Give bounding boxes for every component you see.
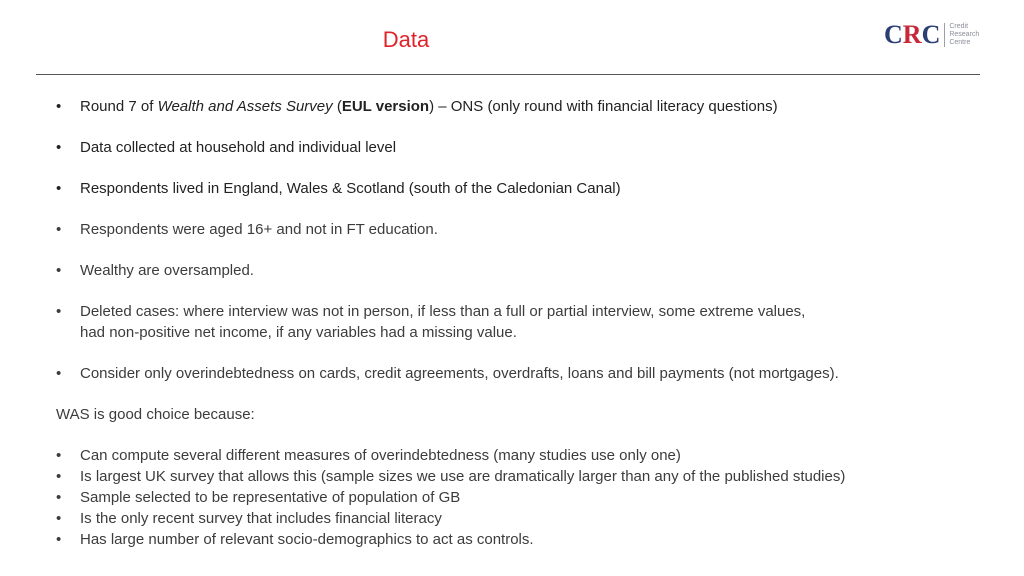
logo-letters: CRC bbox=[884, 20, 941, 49]
bullet-text: Respondents were aged 16+ and not in FT education. bbox=[80, 221, 438, 238]
reason-item bbox=[56, 487, 996, 508]
bullet-marker: • bbox=[56, 468, 62, 485]
logo-caption bbox=[949, 23, 979, 47]
bullet-text-line: had non-positive net income, if any variables had a missing value. bbox=[80, 324, 517, 341]
slide-body bbox=[56, 96, 996, 550]
text-run: ( bbox=[332, 98, 342, 115]
logo-divider bbox=[944, 23, 945, 47]
bullet-text bbox=[80, 301, 996, 343]
logo-caption-line: Research bbox=[949, 31, 980, 38]
reason-text: Is the only recent survey that includes financial literacy bbox=[80, 510, 442, 527]
reason-item bbox=[56, 508, 996, 529]
reason-item bbox=[56, 445, 996, 466]
bullet-item bbox=[56, 301, 996, 343]
was-heading: WAS is good choice because: bbox=[56, 406, 255, 423]
bullet-text: Data collected at household and individual level bbox=[80, 139, 397, 156]
reason-item bbox=[56, 529, 996, 550]
bullet-marker: • bbox=[56, 139, 62, 156]
reason-text: Can compute several different measures of overindebtedness (many studies use only one) bbox=[80, 447, 681, 464]
bullet-text bbox=[80, 96, 996, 117]
bullet-marker: • bbox=[56, 489, 62, 506]
bullet-marker: • bbox=[56, 531, 62, 548]
survey-name: Wealth and Assets Survey bbox=[157, 98, 333, 115]
logo-caption-line: Centre bbox=[949, 39, 971, 46]
reason-text: Is largest UK survey that allows this (sample sizes we use are dramatically larger than any of the published studies) bbox=[80, 468, 846, 485]
header-divider bbox=[36, 74, 980, 75]
bullet-item bbox=[56, 96, 996, 117]
bullet-marker: • bbox=[56, 510, 62, 527]
bullet-text-line: Deleted cases: where interview was not in person, if less than a full or partial interview, some extreme values, bbox=[80, 303, 806, 320]
text-run: ) – ONS (only round with financial literacy questions) bbox=[429, 98, 778, 115]
crc-logo-mark bbox=[884, 20, 940, 50]
bullet-item bbox=[56, 260, 996, 281]
bullet-marker: • bbox=[56, 447, 62, 464]
eul-version: EUL version bbox=[341, 98, 430, 115]
crc-logo bbox=[884, 20, 979, 50]
reason-text: Has large number of relevant socio-demographics to act as controls. bbox=[80, 531, 534, 548]
bullet-text: Respondents lived in England, Wales & Scotland (south of the Caledonian Canal) bbox=[80, 180, 621, 197]
reason-text: Sample selected to be representative of population of GB bbox=[80, 489, 461, 506]
reason-item bbox=[56, 466, 996, 487]
bullet-marker: • bbox=[56, 221, 62, 238]
bullet-item bbox=[56, 137, 996, 158]
bullet-marker: • bbox=[56, 303, 62, 320]
bullet-marker: • bbox=[56, 180, 62, 197]
bullet-marker: • bbox=[56, 98, 62, 115]
bullet-marker: • bbox=[56, 365, 62, 382]
bullet-item bbox=[56, 219, 996, 240]
bullet-marker: • bbox=[56, 262, 62, 279]
text-run: Round 7 of bbox=[80, 98, 158, 115]
bullet-item bbox=[56, 178, 996, 199]
slide-title: Data bbox=[382, 27, 430, 52]
bullet-text: Wealthy are oversampled. bbox=[80, 262, 254, 279]
logo-caption-line: Credit bbox=[949, 23, 969, 30]
bullet-text: Consider only overindebtedness on cards, credit agreements, overdrafts, loans and bill payments (not mortgages). bbox=[80, 365, 839, 382]
bullet-item bbox=[56, 363, 996, 384]
